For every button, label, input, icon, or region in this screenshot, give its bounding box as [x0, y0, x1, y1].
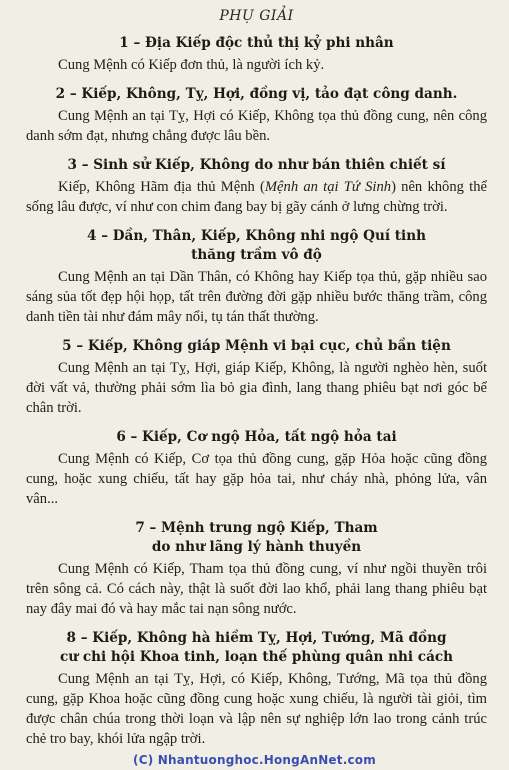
- body-text: Cung Mệnh an tại Tỵ, Hợi có Kiếp, Không tọa thủ đồng cung, nên công danh sớm đạt, nhưng chẳng được lâu bền.: [26, 108, 487, 144]
- body-text: Kiếp, Không Hãm địa thủ Mệnh (: [58, 179, 265, 195]
- section-body: [26, 449, 487, 509]
- section-heading: [26, 227, 487, 265]
- heading-line: 8 – Kiếp, Không hà hiềm Tỵ, Hợi, Tướng, Mã đồng: [66, 630, 447, 646]
- body-text-italic: Mệnh an tại Tứ Sinh: [264, 179, 392, 195]
- body-text: Cung Mệnh có Kiếp, Tham tọa thủ đồng cung, ví như ngồi thuyền trôi trên sông cả. Có cách này, thật là suốt đời lao khổ, phải lang thang phiêu bạt nay đây mai đó và hay mắc tai nạn sông nước.: [26, 561, 487, 617]
- heading-line: 3 – Sinh sử Kiếp, Không do như bán thiên chiết sí: [67, 157, 446, 173]
- section-heading: [26, 156, 487, 175]
- section-heading: [26, 34, 487, 53]
- section-2: [26, 85, 487, 146]
- section-body: [26, 106, 487, 146]
- section-heading: [26, 337, 487, 356]
- heading-line: 4 – Dần, Thân, Kiếp, Không nhi ngộ Quí tinh: [87, 228, 426, 244]
- section-body: [26, 177, 487, 217]
- body-text: Cung Mệnh an tại Tỵ, Hợi, giáp Kiếp, Không, là người nghèo hèn, suốt đời vất vả, thường phải sớm lìa bỏ gia đình, lang thang phiêu bạt nơi góc bể chân trời.: [26, 360, 487, 416]
- section-heading: [26, 85, 487, 104]
- section-7: [26, 519, 487, 619]
- page-title: PHỤ GIẢI: [219, 8, 294, 24]
- section-1: [26, 34, 487, 75]
- section-body: [26, 559, 487, 619]
- heading-line: 5 – Kiếp, Không giáp Mệnh vi bại cục, chủ bần tiện: [62, 338, 451, 354]
- heading-line: thăng trầm vô độ: [191, 247, 322, 263]
- section-body: [26, 55, 487, 75]
- section-body: [26, 358, 487, 418]
- section-6: [26, 428, 487, 509]
- section-3: [26, 156, 487, 217]
- section-8: [26, 629, 487, 749]
- section-heading: [26, 428, 487, 447]
- section-body: [26, 267, 487, 327]
- heading-line: 7 – Mệnh trung ngộ Kiếp, Tham: [135, 520, 378, 536]
- body-text: Cung Mệnh có Kiếp, Cơ tọa thủ đồng cung, gặp Hỏa hoặc cũng đồng cung, hoặc xung chiếu, tất hay gặp hỏa tai, như cháy nhà, phỏng lửa, vân vân...: [26, 451, 487, 507]
- heading-line: 1 – Địa Kiếp độc thủ thị kỷ phi nhân: [119, 35, 394, 51]
- heading-line: cư chi hội Khoa tinh, loạn thế phùng quân nhi cách: [59, 649, 454, 665]
- heading-line: 6 – Kiếp, Cơ ngộ Hỏa, tất ngộ hỏa tai: [116, 429, 397, 445]
- heading-line: do như lãng lý hành thuyền: [151, 539, 362, 555]
- section-5: [26, 337, 487, 418]
- body-text: Cung Mệnh an tại Dần Thân, có Không hay Kiếp tọa thủ, gặp nhiều sao sáng sủa tốt đẹp hội họp, tất trên đường đời gặp nhiều bước thăng trầm, công danh tiền tài như đám mây nổi, tụ tán thất thường.: [26, 269, 487, 325]
- body-text: Cung Mệnh an tại Tỵ, Hợi, có Kiếp, Không, Tướng, Mã tọa thủ đồng cung, gặp Khoa hoặc cũng đồng cung hoặc xung chiếu, là người tài giỏi, tìm được chân chúa trong thời loạn và lập nên sự nghiệp lớn lao trong cảnh trúc chẻ tro bay, khói lửa ngập trời.: [26, 671, 487, 747]
- body-text: ) nên không thể sống lâu được, ví như con chim đang bay bị gãy cánh ở lưng chừng trời.: [26, 179, 487, 215]
- section-heading: [26, 629, 487, 667]
- section-heading: [26, 519, 487, 557]
- section-body: [26, 669, 487, 749]
- section-4: [26, 227, 487, 327]
- body-text: Cung Mệnh có Kiếp đơn thủ, là người ích kỷ.: [58, 57, 325, 73]
- watermark-link[interactable]: (C) Nhantuonghoc.HongAnNet.com: [133, 753, 376, 767]
- heading-line: 2 – Kiếp, Không, Tỵ, Hợi, đồng vị, tảo đạt công danh.: [55, 86, 458, 102]
